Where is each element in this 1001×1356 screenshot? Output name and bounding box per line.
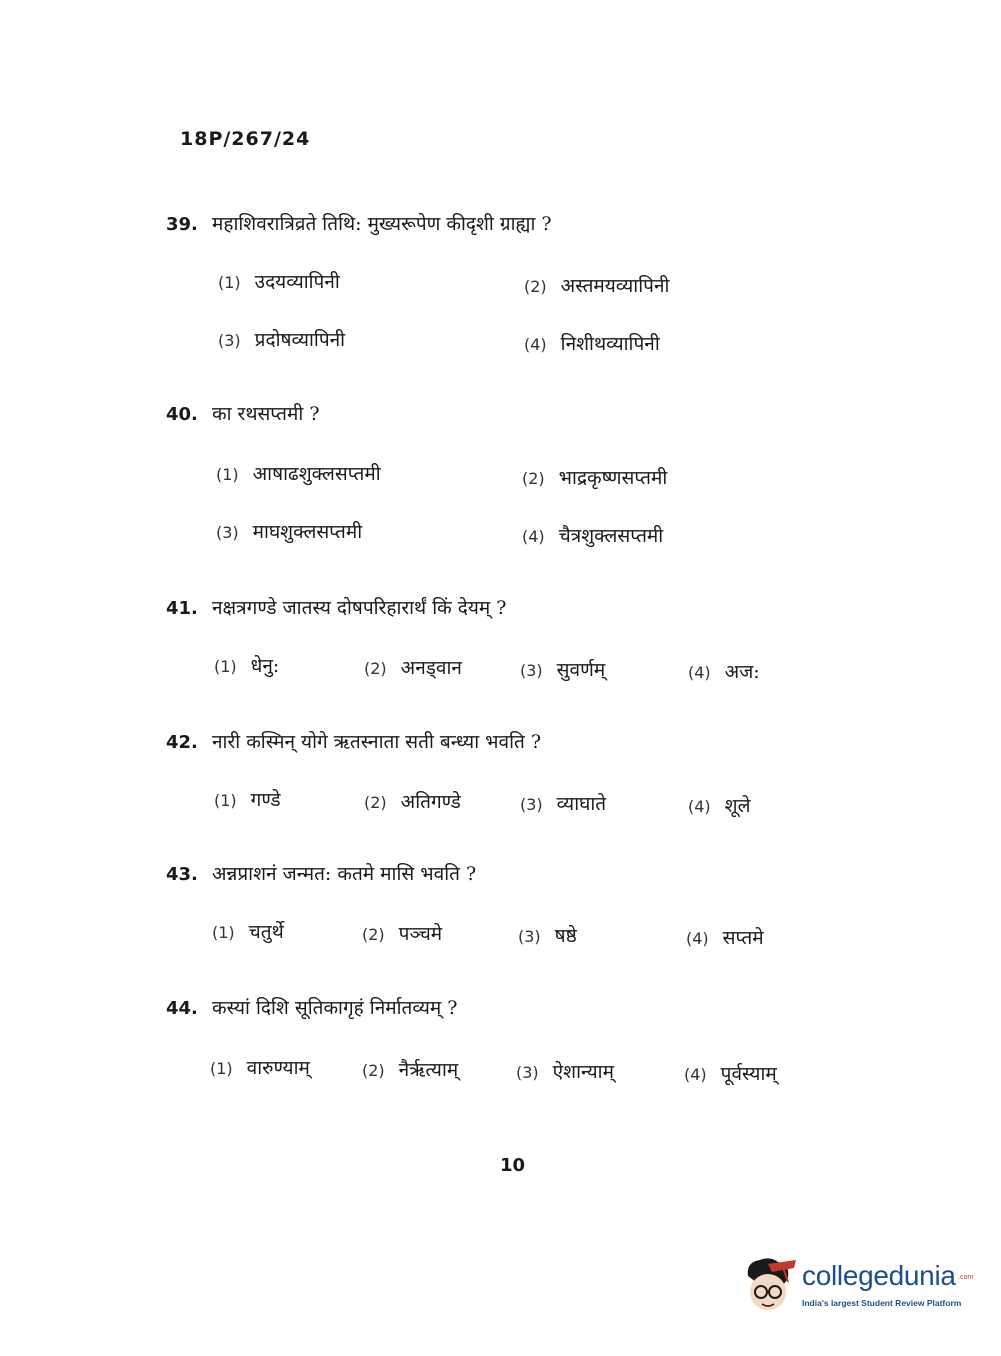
option-3 [216, 518, 362, 544]
question-number: 42. [166, 732, 198, 753]
question-text: का रथसप्तमी ? [212, 403, 320, 425]
option-3 [520, 790, 606, 816]
question-number: 40. [166, 404, 198, 425]
option-text: चैत्रशुक्लसप्तमी [558, 525, 664, 547]
option-text: प्रदोषव्यापिनी [254, 329, 346, 351]
option-number: (2) [362, 925, 385, 944]
question-number: 44. [166, 998, 198, 1019]
paper-code: 18P/267/24 [180, 128, 311, 150]
option-4 [524, 330, 660, 356]
option-1 [216, 460, 381, 486]
question-39 [166, 210, 926, 355]
option-2 [524, 272, 669, 298]
option-number: (3) [218, 331, 241, 350]
option-text: गण्डे [250, 789, 281, 811]
option-4 [686, 924, 764, 950]
question-40 [166, 400, 926, 547]
option-text: आषाढशुक्लसप्तमी [252, 463, 381, 485]
question-44 [166, 994, 926, 1085]
option-number: (1) [218, 273, 241, 292]
option-number: (1) [214, 791, 237, 810]
question-number: 43. [166, 864, 198, 885]
option-number: (1) [212, 923, 235, 942]
option-2 [364, 654, 462, 680]
option-2 [362, 1056, 458, 1082]
option-1 [214, 786, 281, 812]
option-number: (4) [522, 527, 545, 546]
option-number: (2) [522, 469, 545, 488]
brand-name: collegedunia [802, 1260, 956, 1291]
question-text: नारी कस्मिन् योगे ऋतस्नाता सती बन्ध्या भवति ? [212, 731, 542, 753]
option-text: षष्ठे [554, 925, 577, 947]
option-number: (4) [688, 663, 711, 682]
option-number: (4) [688, 797, 711, 816]
option-number: (4) [686, 929, 709, 948]
option-number: (2) [364, 659, 387, 678]
option-text: अतिगण्डे [400, 791, 461, 813]
page-number: 10 [500, 1155, 526, 1176]
option-3 [516, 1058, 614, 1084]
collegedunia-watermark [742, 1248, 972, 1318]
option-text: सप्तमे [722, 927, 764, 949]
option-text: भाद्रकृष्णसप्तमी [558, 467, 668, 489]
option-text: वारुण्याम् [246, 1057, 310, 1079]
question-43 [166, 860, 926, 949]
option-text: सुवर्णम् [556, 659, 606, 681]
collegedunia-mascot-icon [742, 1254, 798, 1312]
brand-suffix: .com [958, 1274, 974, 1281]
option-2 [522, 464, 667, 490]
option-3 [218, 326, 345, 352]
option-2 [364, 788, 461, 814]
option-number: (3) [520, 795, 543, 814]
option-number: (3) [518, 927, 541, 946]
option-1 [214, 652, 279, 678]
option-4 [522, 522, 663, 548]
question-text: कस्यां दिशि सूतिकागृहं निर्मातव्यम् ? [212, 997, 458, 1019]
option-number: (4) [524, 335, 547, 354]
question-text: नक्षत्रगण्डे जातस्य दोषपरिहारार्थं किं देयम् ? [212, 597, 507, 619]
option-4 [688, 792, 750, 818]
question-41 [166, 594, 926, 683]
option-text: माघशुक्लसप्तमी [252, 521, 363, 543]
brand-tagline: India's largest Student Review Platform [802, 1298, 962, 1308]
option-number: (4) [684, 1065, 707, 1084]
option-text: चतुर्थे [248, 921, 284, 943]
option-3 [520, 656, 605, 682]
option-text: पञ्चमे [398, 923, 443, 945]
option-text: उदयव्यापिनी [254, 271, 340, 293]
option-number: (3) [516, 1063, 539, 1082]
option-number: (3) [216, 523, 239, 542]
option-text: ऐशान्याम् [552, 1061, 614, 1083]
option-number: (1) [210, 1059, 233, 1078]
option-1 [212, 918, 284, 944]
option-text: अस्तमयव्यापिनी [560, 275, 670, 297]
option-1 [210, 1054, 310, 1080]
option-text: शूले [724, 795, 751, 817]
option-4 [688, 658, 760, 684]
option-1 [218, 268, 340, 294]
question-text: महाशिवरात्रिव्रते तिथि: मुख्यरूपेण कीदृशी ग्राह्या ? [212, 213, 552, 235]
option-2 [362, 920, 442, 946]
option-text: धेनु: [250, 655, 280, 677]
question-text: अन्नप्राशनं जन्मत: कतमे मासि भवति ? [212, 863, 477, 885]
option-text: अनड्वान [400, 657, 462, 679]
option-text: निशीथव्यापिनी [560, 333, 660, 355]
option-text: अज: [724, 661, 760, 683]
question-number: 39. [166, 214, 198, 235]
option-text: नैर्ऋत्याम् [398, 1059, 459, 1081]
question-42 [166, 728, 926, 817]
option-number: (3) [520, 661, 543, 680]
option-number: (1) [216, 465, 239, 484]
option-3 [518, 922, 577, 948]
question-number: 41. [166, 598, 198, 619]
option-number: (1) [214, 657, 237, 676]
option-text: व्याघाते [556, 793, 607, 815]
option-4 [684, 1060, 777, 1086]
option-number: (2) [362, 1061, 385, 1080]
option-number: (2) [364, 793, 387, 812]
option-text: पूर्वस्याम् [720, 1063, 777, 1085]
option-number: (2) [524, 277, 547, 296]
